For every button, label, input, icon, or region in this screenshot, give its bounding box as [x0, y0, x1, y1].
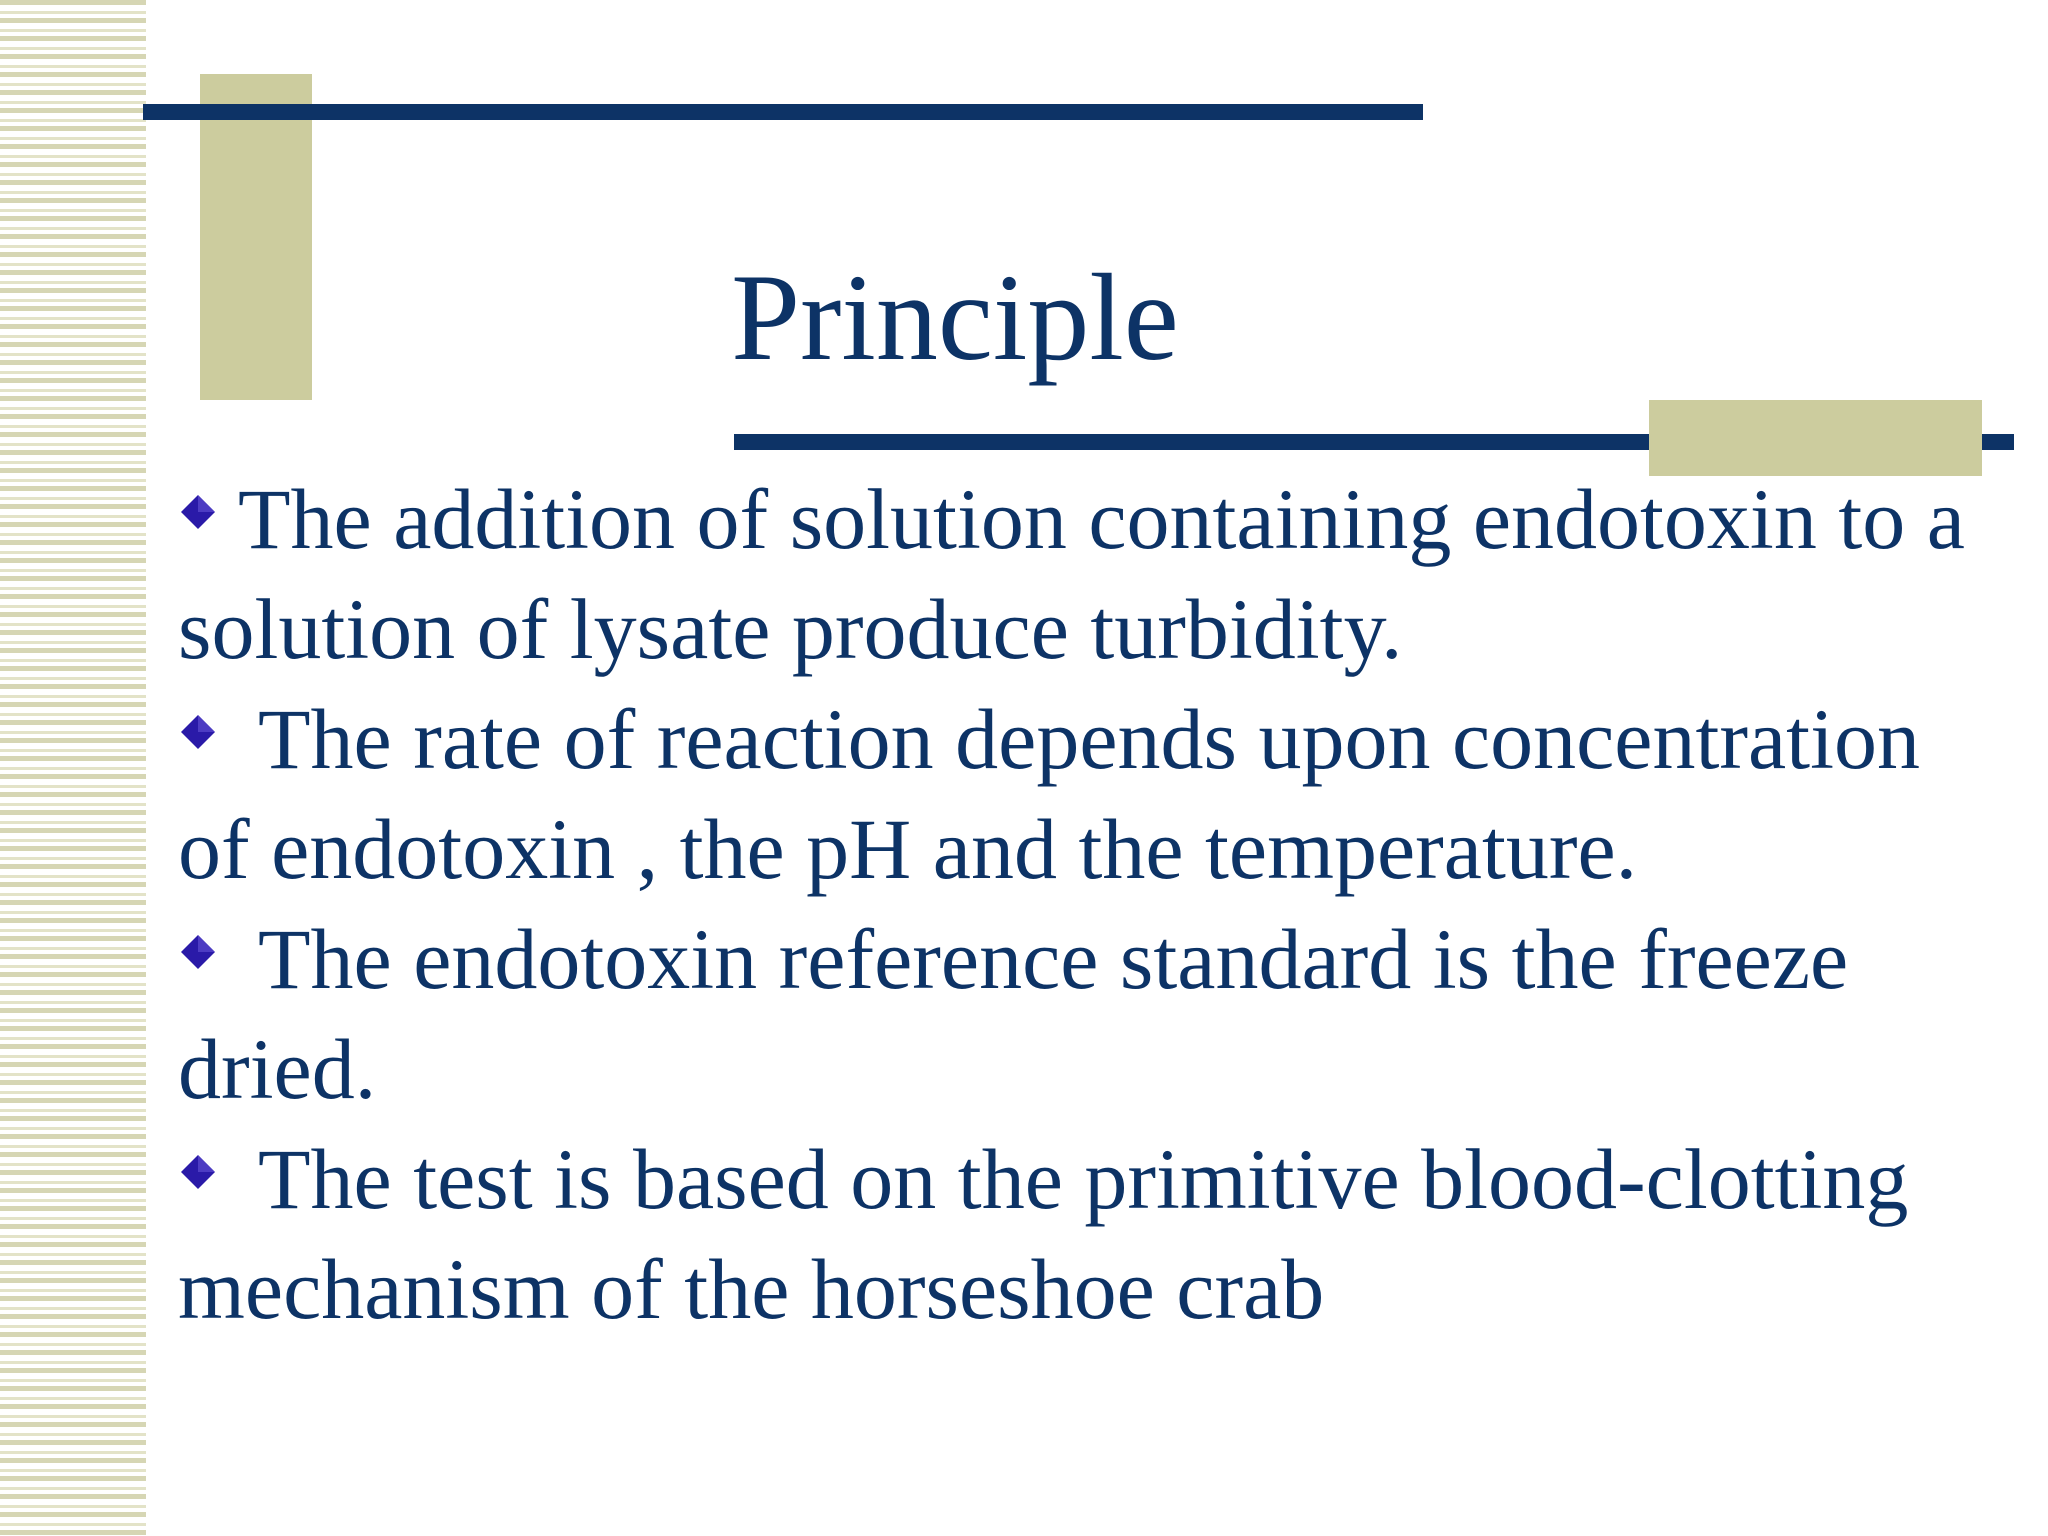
bullet-item-1 — [178, 464, 1998, 684]
top-rule-line — [143, 104, 1423, 120]
diamond-bullet-icon — [178, 932, 218, 972]
bullet-text-1: The addition of solution containing endotoxin to a solution of lysate produce turbidity. — [178, 471, 1965, 677]
diamond-bullet-icon — [178, 1152, 218, 1192]
bullet-text-4: The test is based on the primitive blood-clotting mechanism of the horseshoe crab — [178, 1131, 1909, 1337]
bullet-item-2 — [178, 684, 1998, 904]
bullet-text-2: The rate of reaction depends upon concentration of endotoxin , the pH and the temperature. — [178, 691, 1920, 897]
bullet-list — [178, 464, 1998, 1344]
diamond-bullet-icon — [178, 712, 218, 752]
diamond-bullet-icon — [178, 492, 218, 532]
bullet-text-3: The endotoxin reference standard is the freeze dried. — [178, 911, 1849, 1117]
bullet-item-3 — [178, 904, 1998, 1124]
slide-title: Principle — [731, 249, 1179, 386]
left-stripe-border — [0, 0, 146, 1536]
bullet-item-4 — [178, 1124, 1998, 1344]
